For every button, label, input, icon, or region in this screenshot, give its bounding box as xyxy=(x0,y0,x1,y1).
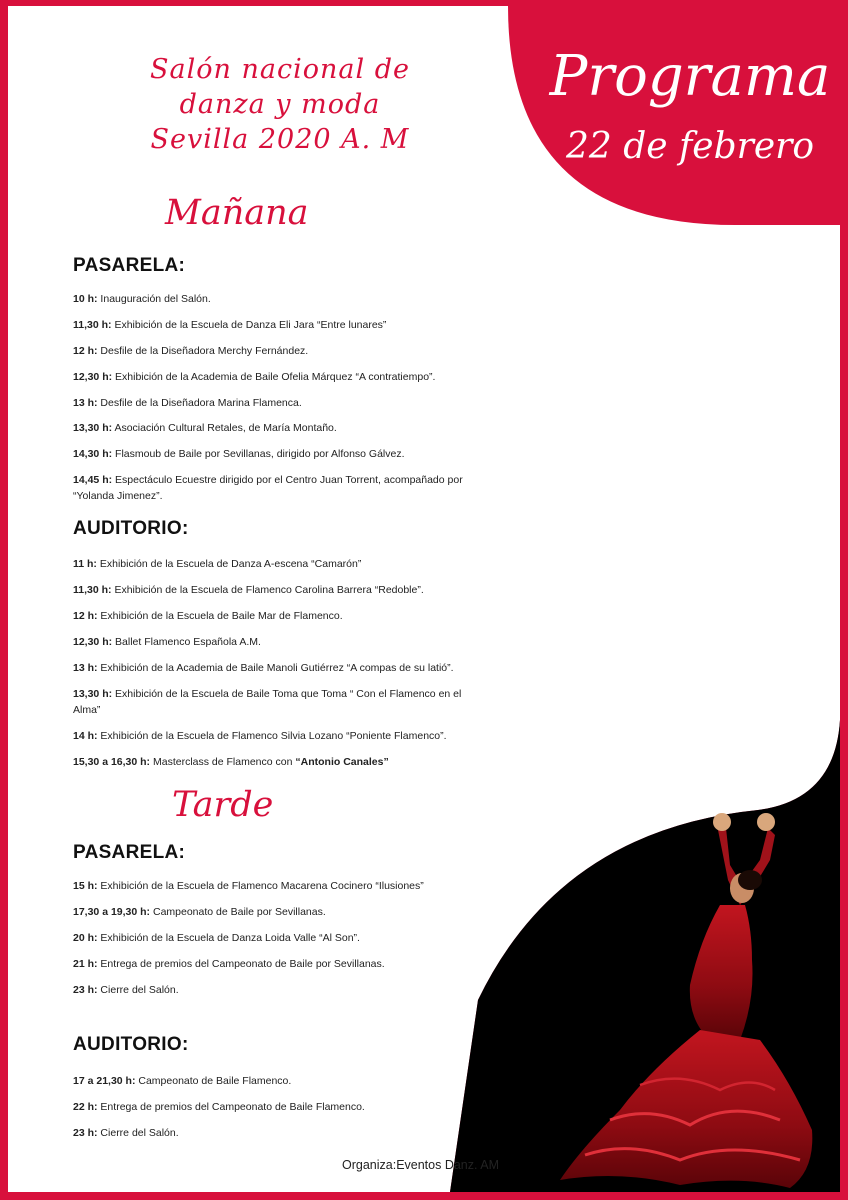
schedule-entry xyxy=(73,1073,473,1089)
entry-text: Entrega de premios del Campeonato de Baile por Sevillanas. xyxy=(97,958,385,970)
dancer-hand-right xyxy=(757,813,775,831)
entry-text: Espectáculo Ecuestre dirigido por el Centro Juan Torrent, acompañado por “Yolanda Jimenez”. xyxy=(73,474,463,502)
schedule-entry xyxy=(73,754,473,770)
schedule-entry xyxy=(73,369,473,385)
schedule-entry xyxy=(73,1099,473,1115)
entry-time: 11,30 h: xyxy=(73,319,112,331)
entry-time: 23 h: xyxy=(73,1127,98,1139)
schedule-entry xyxy=(73,395,473,411)
entry-time: 12,30 h: xyxy=(73,636,113,648)
entry-time: 13 h: xyxy=(73,662,98,674)
entry-time: 14,30 h: xyxy=(73,448,113,460)
heading-morning-pasarela: PASARELA: xyxy=(73,255,186,276)
entry-time: 14,45 h: xyxy=(73,474,113,486)
entry-time: 15 h: xyxy=(73,880,98,892)
schedule-entry xyxy=(73,982,473,998)
entry-text: Desfile de la Diseñadora Marina Flamenca. xyxy=(97,397,302,409)
programa-title: Programa xyxy=(549,44,831,109)
entry-text: Exhibición de la Escuela de Flamenco Carolina Barrera “Redoble”. xyxy=(111,584,424,596)
entry-time: 17 a 21,30 h: xyxy=(73,1075,136,1087)
schedule-entry xyxy=(73,582,473,598)
entry-time: 11,30 h: xyxy=(73,584,112,596)
entry-time: 12,30 h: xyxy=(73,371,113,383)
heading-afternoon-pasarela: PASARELA: xyxy=(73,842,186,863)
schedule-entry xyxy=(73,728,473,744)
entry-time: 12 h: xyxy=(73,610,98,622)
heading-afternoon-auditorio: AUDITORIO: xyxy=(73,1034,189,1055)
entry-text: Asociación Cultural Retales, de María Montaño. xyxy=(112,422,337,434)
entry-text: Exhibición de la Academia de Baile Manoli Gutiérrez “A compas de su latió”. xyxy=(97,662,454,674)
salon-title xyxy=(0,52,560,157)
schedule-entry xyxy=(73,556,473,572)
entry-time: 13 h: xyxy=(73,397,98,409)
salon-title-line2: danza y moda xyxy=(179,89,381,120)
salon-title-line1: Salón nacional de xyxy=(150,54,410,85)
dancer-torso xyxy=(690,905,753,1040)
entry-text: Cierre del Salón. xyxy=(97,984,179,996)
schedule-entry xyxy=(73,904,473,920)
entry-time: 12 h: xyxy=(73,345,98,357)
section-title-afternoon: Tarde xyxy=(172,785,274,825)
schedule-entry xyxy=(73,686,473,718)
dancer-hair xyxy=(738,870,762,890)
entry-time: 20 h: xyxy=(73,932,98,944)
entry-text: Campeonato de Baile por Sevillanas. xyxy=(150,906,326,918)
schedule-entry xyxy=(73,446,473,462)
schedule-entry xyxy=(73,608,473,624)
schedule-entry xyxy=(73,634,473,650)
entry-text: Flasmoub de Baile por Sevillanas, dirigido por Alfonso Gálvez. xyxy=(112,448,405,460)
entry-text: Exhibición de la Escuela de Flamenco Silvia Lozano “Poniente Flamenco”. xyxy=(97,730,447,742)
schedule-entry xyxy=(73,1125,473,1141)
entry-text: Cierre del Salón. xyxy=(97,1127,179,1139)
dancer-skirt xyxy=(560,1030,812,1188)
entry-text: Campeonato de Baile Flamenco. xyxy=(135,1075,292,1087)
section-title-morning: Mañana xyxy=(165,193,309,233)
schedule-entry xyxy=(73,660,473,676)
entry-time: 21 h: xyxy=(73,958,98,970)
heading-morning-auditorio: AUDITORIO: xyxy=(73,518,189,539)
entry-time: 17,30 a 19,30 h: xyxy=(73,906,151,918)
entry-time: 11 h: xyxy=(73,558,97,570)
schedule-entry xyxy=(73,878,473,894)
entry-text: Inauguración del Salón. xyxy=(97,293,211,305)
entry-time: 15,30 a 16,30 h: xyxy=(73,756,151,768)
schedule-entry xyxy=(73,472,473,504)
entry-text: Entrega de premios del Campeonato de Baile Flamenco. xyxy=(97,1101,365,1113)
dancer-hand-left xyxy=(713,813,731,831)
entry-time: 14 h: xyxy=(73,730,98,742)
entry-time: 13,30 h: xyxy=(73,422,113,434)
entry-time: 10 h: xyxy=(73,293,98,305)
entry-time: 23 h: xyxy=(73,984,98,996)
organizer-footer: Organiza:Eventos Danz. AM xyxy=(342,1158,500,1172)
entry-time: 13,30 h: xyxy=(73,688,113,700)
entry-text: Masterclass de Flamenco con xyxy=(150,756,296,768)
entry-text: Exhibición de la Escuela de Baile Mar de Flamenco. xyxy=(97,610,343,622)
event-date: 22 de febrero xyxy=(565,126,815,167)
schedule-entry xyxy=(73,343,473,359)
schedule-entry xyxy=(73,317,473,333)
entry-text: Exhibición de la Escuela de Flamenco Macarena Cocinero “Ilusiones” xyxy=(97,880,424,892)
entry-text: Exhibición de la Escuela de Baile Toma que Toma “ Con el Flamenco en el Alma” xyxy=(73,688,462,716)
salon-title-line3: Sevilla 2020 A. M xyxy=(150,124,410,155)
entry-time: 22 h: xyxy=(73,1101,98,1113)
schedule-entry xyxy=(73,930,473,946)
schedule-entry xyxy=(73,956,473,972)
entry-text: Exhibición de la Escuela de Danza Eli Jara “Entre lunares” xyxy=(111,319,387,331)
entry-text: Exhibición de la Escuela de Danza Loida Valle “Al Son”. xyxy=(97,932,360,944)
entry-text: Ballet Flamenco Española A.M. xyxy=(112,636,261,648)
schedule-entry xyxy=(73,291,473,307)
entry-guest-name: “Antonio Canales” xyxy=(295,756,389,768)
entry-text: Exhibición de la Escuela de Danza A-escena “Camarón” xyxy=(96,558,362,570)
schedule-entry xyxy=(73,420,473,436)
entry-text: Exhibición de la Academia de Baile Ofelia Márquez “A contratiempo”. xyxy=(112,371,436,383)
entry-text: Desfile de la Diseñadora Merchy Fernández. xyxy=(97,345,309,357)
